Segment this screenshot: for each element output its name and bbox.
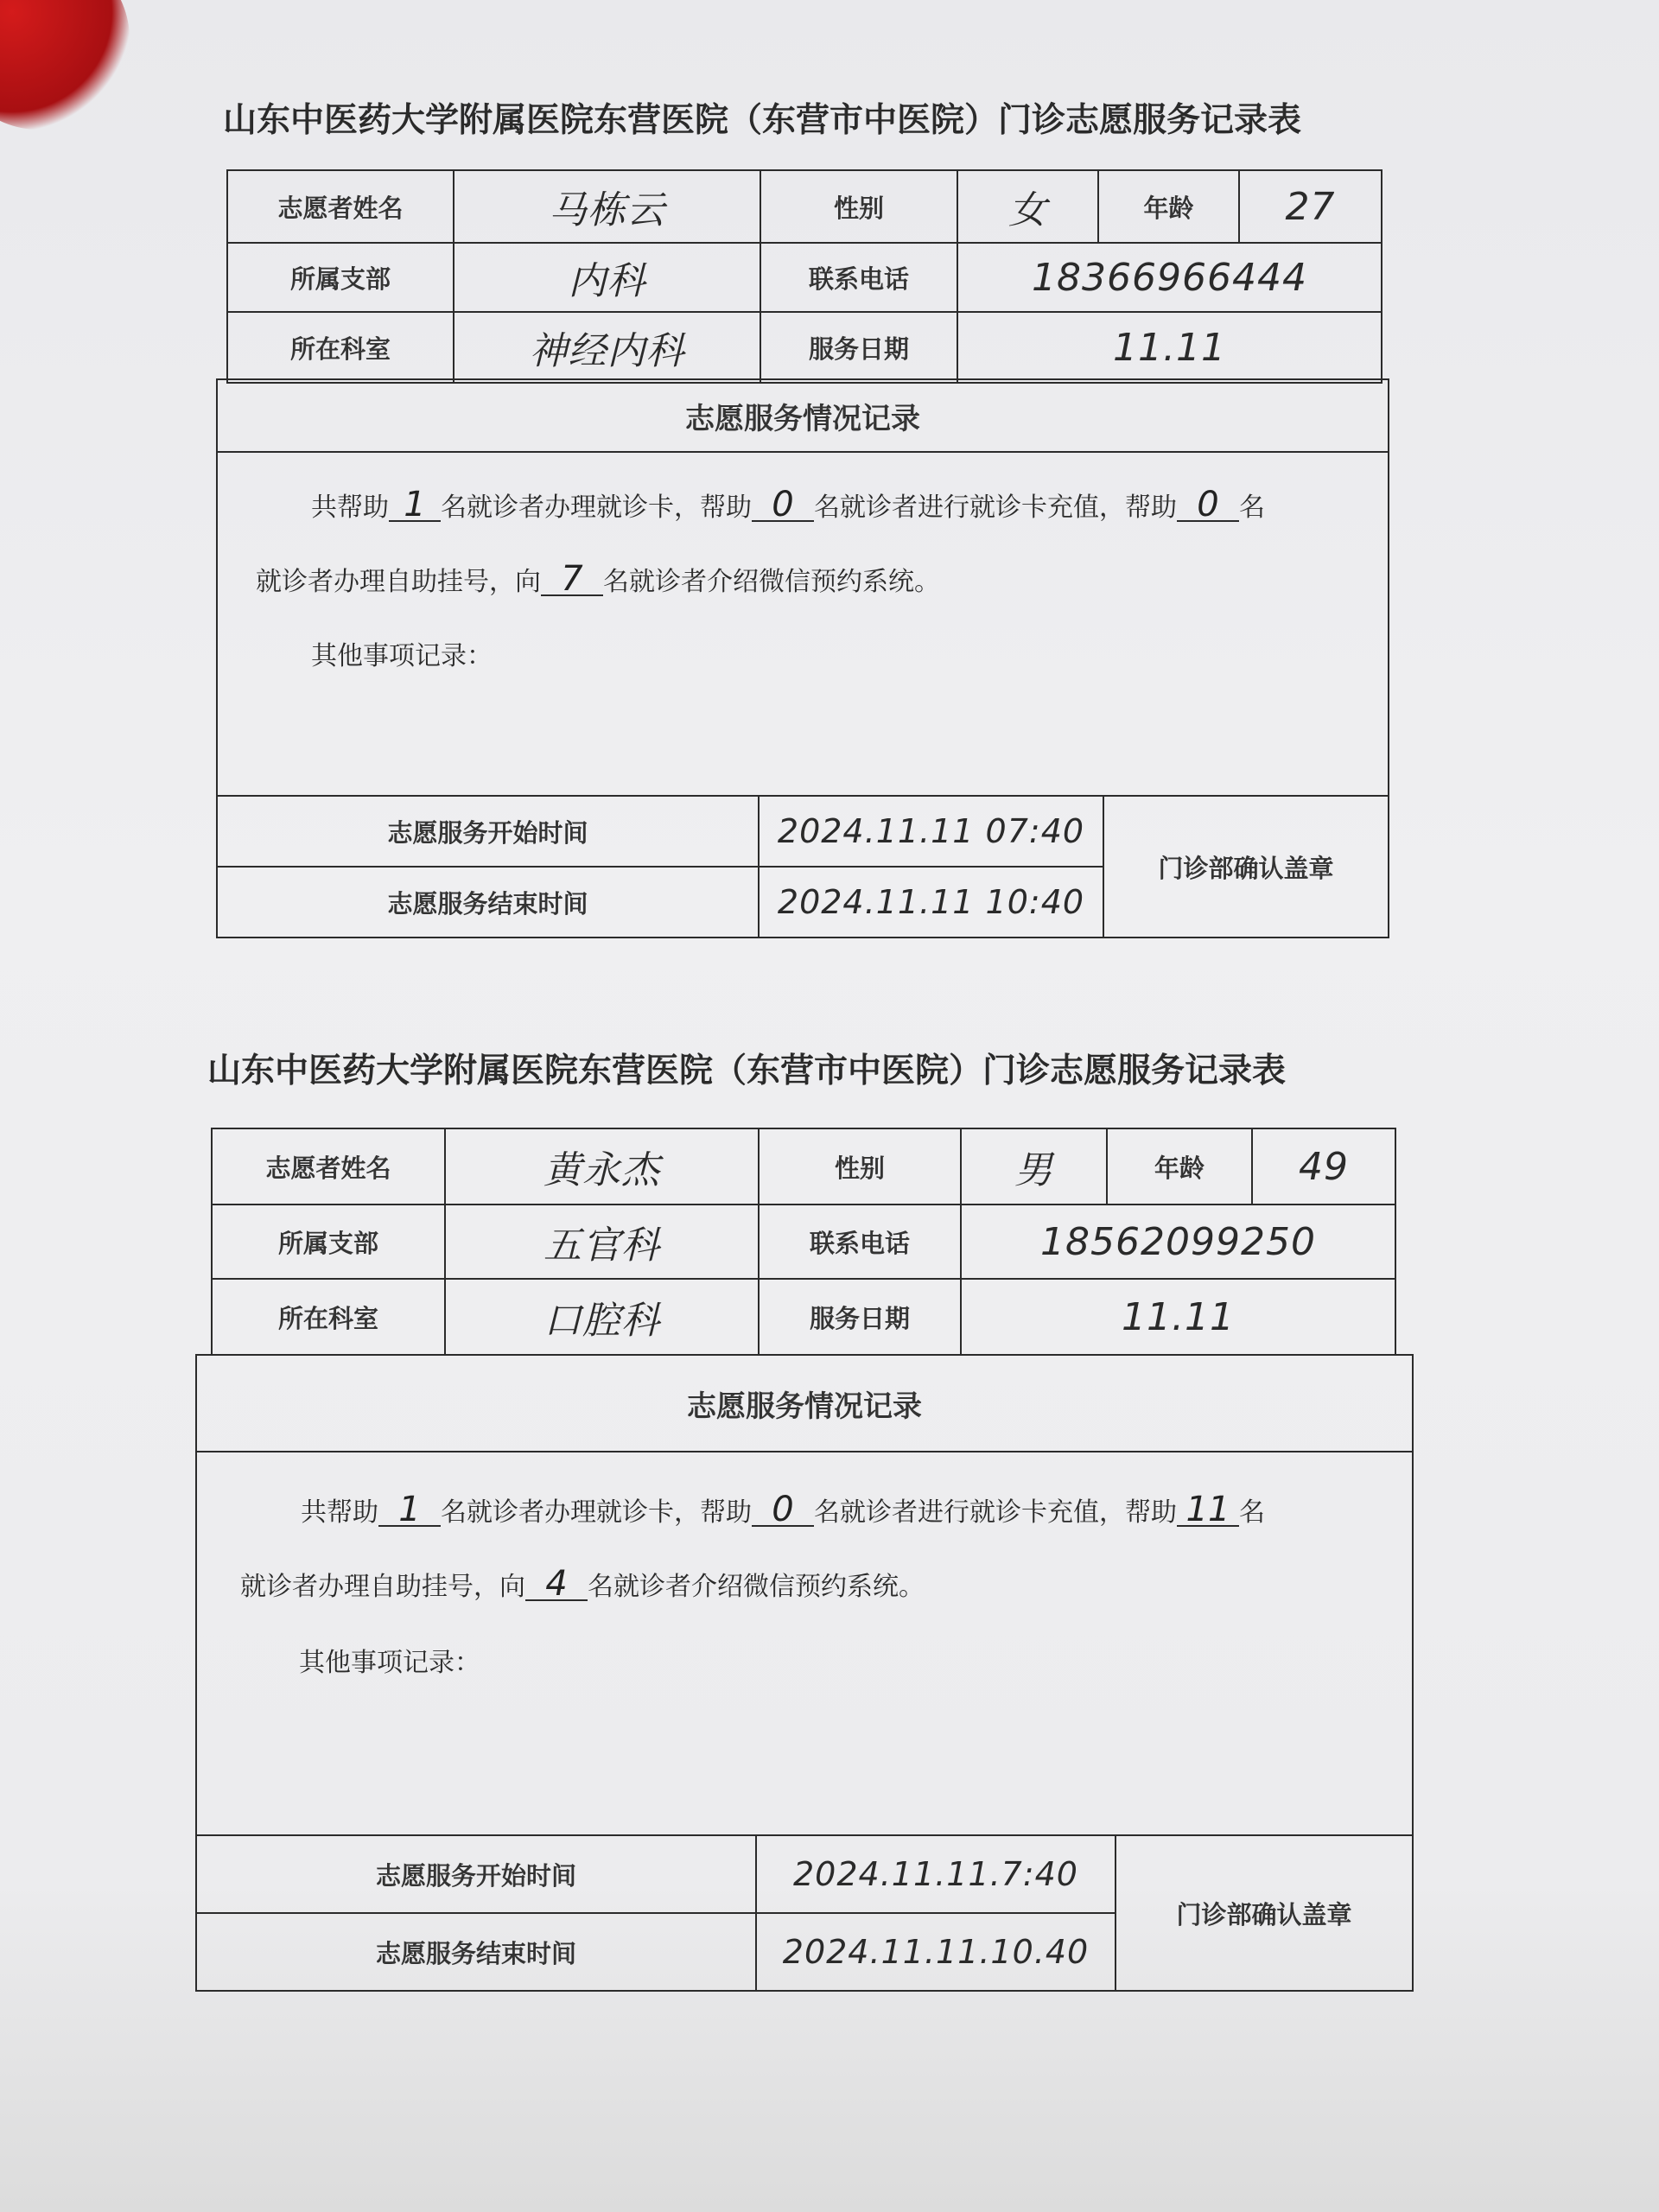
record-table — [216, 378, 1389, 938]
record-body — [217, 452, 1389, 796]
other-notes-label: 其他事项记录： — [311, 641, 493, 671]
label-name: 志愿者姓名 — [227, 170, 454, 243]
count-recharge[interactable]: 0 — [752, 1494, 814, 1527]
value-department[interactable]: 神经内科 — [454, 312, 760, 383]
form-title: 山东中医药大学附属医院东营医院（东营市中医院）门诊志愿服务记录表 — [223, 100, 1302, 140]
value-gender[interactable]: 女 — [957, 170, 1098, 243]
value-name[interactable]: 马栋云 — [454, 170, 760, 243]
red-object-corner — [0, 0, 130, 130]
record-table — [195, 1354, 1414, 1992]
value-end-time[interactable]: 2024.11.11 10:40 — [759, 867, 1103, 938]
value-start-time[interactable]: 2024.11.11.7:40 — [756, 1835, 1116, 1913]
count-register[interactable]: 0 — [1177, 489, 1239, 522]
record-line-2: 就诊者办理自助挂号，向 7 名就诊者介绍微信预约系统。 — [256, 559, 940, 599]
stamp-area: 门诊部确认盖章 — [1103, 796, 1389, 938]
count-recharge[interactable]: 0 — [752, 489, 814, 522]
value-name[interactable]: 黄永杰 — [445, 1128, 759, 1205]
label-branch: 所属支部 — [227, 243, 454, 312]
label-service-date: 服务日期 — [759, 1279, 961, 1355]
value-service-date[interactable]: 11.11 — [957, 312, 1382, 383]
label-start-time: 志愿服务开始时间 — [196, 1835, 756, 1913]
count-card[interactable]: 1 — [378, 1494, 441, 1527]
stamp-area: 门诊部确认盖章 — [1116, 1835, 1413, 1991]
value-gender[interactable]: 男 — [961, 1128, 1107, 1205]
info-table — [226, 169, 1382, 384]
value-department[interactable]: 口腔科 — [445, 1279, 759, 1355]
label-department: 所在科室 — [212, 1279, 445, 1355]
value-service-date[interactable]: 11.11 — [961, 1279, 1395, 1355]
label-service-date: 服务日期 — [760, 312, 957, 383]
record-line-1: 共帮助 1 名就诊者办理就诊卡，帮助 0 名就诊者进行就诊卡充值，帮助 11 名 — [301, 1490, 1265, 1529]
other-notes-label: 其他事项记录： — [299, 1648, 480, 1678]
label-department: 所在科室 — [227, 312, 454, 383]
value-age[interactable]: 27 — [1239, 170, 1382, 243]
info-table — [211, 1128, 1396, 1356]
section-title: 志愿服务情况记录 — [196, 1355, 1413, 1452]
count-register[interactable]: 11 — [1177, 1494, 1239, 1527]
count-wechat[interactable]: 7 — [541, 563, 603, 596]
label-phone: 联系电话 — [759, 1205, 961, 1279]
value-age[interactable]: 49 — [1252, 1128, 1395, 1205]
section-title: 志愿服务情况记录 — [217, 379, 1389, 452]
count-wechat[interactable]: 4 — [525, 1568, 588, 1601]
value-end-time[interactable]: 2024.11.11.10.40 — [756, 1913, 1116, 1991]
label-end-time: 志愿服务结束时间 — [196, 1913, 756, 1991]
label-branch: 所属支部 — [212, 1205, 445, 1279]
label-gender: 性别 — [759, 1128, 961, 1205]
label-start-time: 志愿服务开始时间 — [217, 796, 759, 867]
label-age: 年龄 — [1098, 170, 1239, 243]
label-gender: 性别 — [760, 170, 957, 243]
form-title: 山东中医药大学附属医院东营医院（东营市中医院）门诊志愿服务记录表 — [207, 1051, 1287, 1090]
count-card[interactable]: 1 — [389, 489, 441, 522]
label-name: 志愿者姓名 — [212, 1128, 445, 1205]
label-age: 年龄 — [1107, 1128, 1252, 1205]
record-line-1: 共帮助 1 名就诊者办理就诊卡，帮助 0 名就诊者进行就诊卡充值，帮助 0 名 — [311, 485, 1265, 524]
value-branch[interactable]: 五官科 — [445, 1205, 759, 1279]
record-body — [196, 1452, 1413, 1835]
label-end-time: 志愿服务结束时间 — [217, 867, 759, 938]
value-branch[interactable]: 内科 — [454, 243, 760, 312]
label-phone: 联系电话 — [760, 243, 957, 312]
value-phone[interactable]: 18366966444 — [957, 243, 1382, 312]
value-phone[interactable]: 18562099250 — [961, 1205, 1395, 1279]
record-line-2: 就诊者办理自助挂号，向 4 名就诊者介绍微信预约系统。 — [240, 1564, 925, 1604]
value-start-time[interactable]: 2024.11.11 07:40 — [759, 796, 1103, 867]
